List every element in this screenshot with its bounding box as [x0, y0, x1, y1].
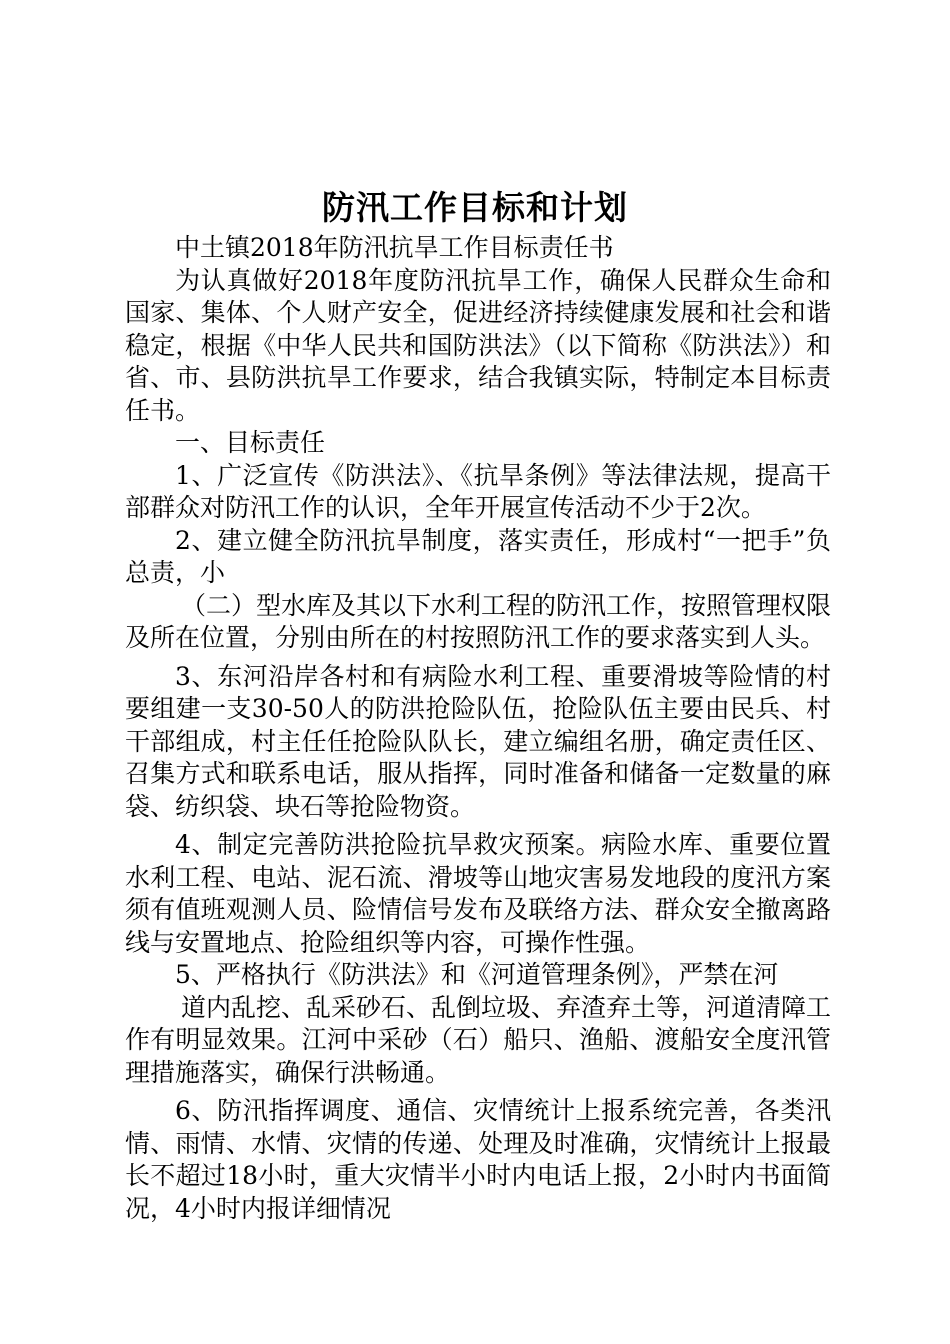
document-subtitle: 中土镇2018年防汛抗旱工作目标责任书: [175, 233, 614, 262]
paragraph-item-5-continued: 道内乱挖、乱采砂石、乱倒垃圾、弃渣弃土等，河道清障工作有明显效果。江河中采砂（石）船只、渔船、渡船安全度汛管理措施落实，确保行洪畅通。: [125, 992, 832, 1087]
paragraph-item-3: 3、东河沿岸各村和有病险水利工程、重要滑坡等险情的村要组建一支30-50人的防洪抢险队伍，抢险队伍主要由民兵、村干部组成，村主任任抢险队队长，建立编组名册，确定责任区、召集方式和联系电话，服从指挥，同时准备和储备一定数量的麻袋、纺织袋、块石等抢险物资。: [125, 661, 831, 821]
paragraph-item-4: 4、制定完善防洪抢险抗旱救灾预案。病险水库、重要位置水利工程、电站、泥石流、滑坡等山地灾害易发地段的度汛方案须有值班观测人员、险情信号发布及联络方法、群众安全撤离路线与安置地点、抢险组织等内容，可操作性强。: [125, 830, 831, 957]
paragraph-item-1: 1、广泛宣传《防洪法》、《抗旱条例》等法律法规，提高干部群众对防汛工作的认识，全年开展宣传活动不少于2次。: [125, 460, 831, 522]
document-body: [125, 232, 831, 1225]
paragraph-item-2: 2、建立健全防汛抗旱制度，落实责任，形成村“一把手”负总责，小: [125, 525, 831, 587]
section-heading-goals: 一、目标责任: [175, 428, 326, 457]
paragraph-item-5: 5、严格执行《防洪法》和《河道管理条例》，严禁在河: [175, 960, 779, 989]
paragraph-intro: 为认真做好2018年度防汛抗旱工作，确保人民群众生命和国家、集体、个人财产安全，促进经济持续健康发展和社会和谐稳定，根据《中华人民共和国防洪法》（以下简称《防洪法》）和省、市、县防洪抗旱工作要求，结合我镇实际，特制定本目标责任书。: [125, 265, 831, 425]
paragraph-item-6: 6、防汛指挥调度、通信、灾情统计上报系统完善，各类汛情、雨情、水情、灾情的传递、处理及时准确，灾情统计上报最长不超过18小时，重大灾情半小时内电话上报，2小时内书面简况，4小时内报详细情况: [125, 1096, 831, 1223]
document-title: 防汛工作目标和计划: [322, 188, 628, 227]
paragraph-item-2-continued: （二）型水库及其以下水利工程的防汛工作，按照管理权限及所在位置，分别由所在的村按照防汛工作的要求落实到人头。: [125, 590, 832, 652]
